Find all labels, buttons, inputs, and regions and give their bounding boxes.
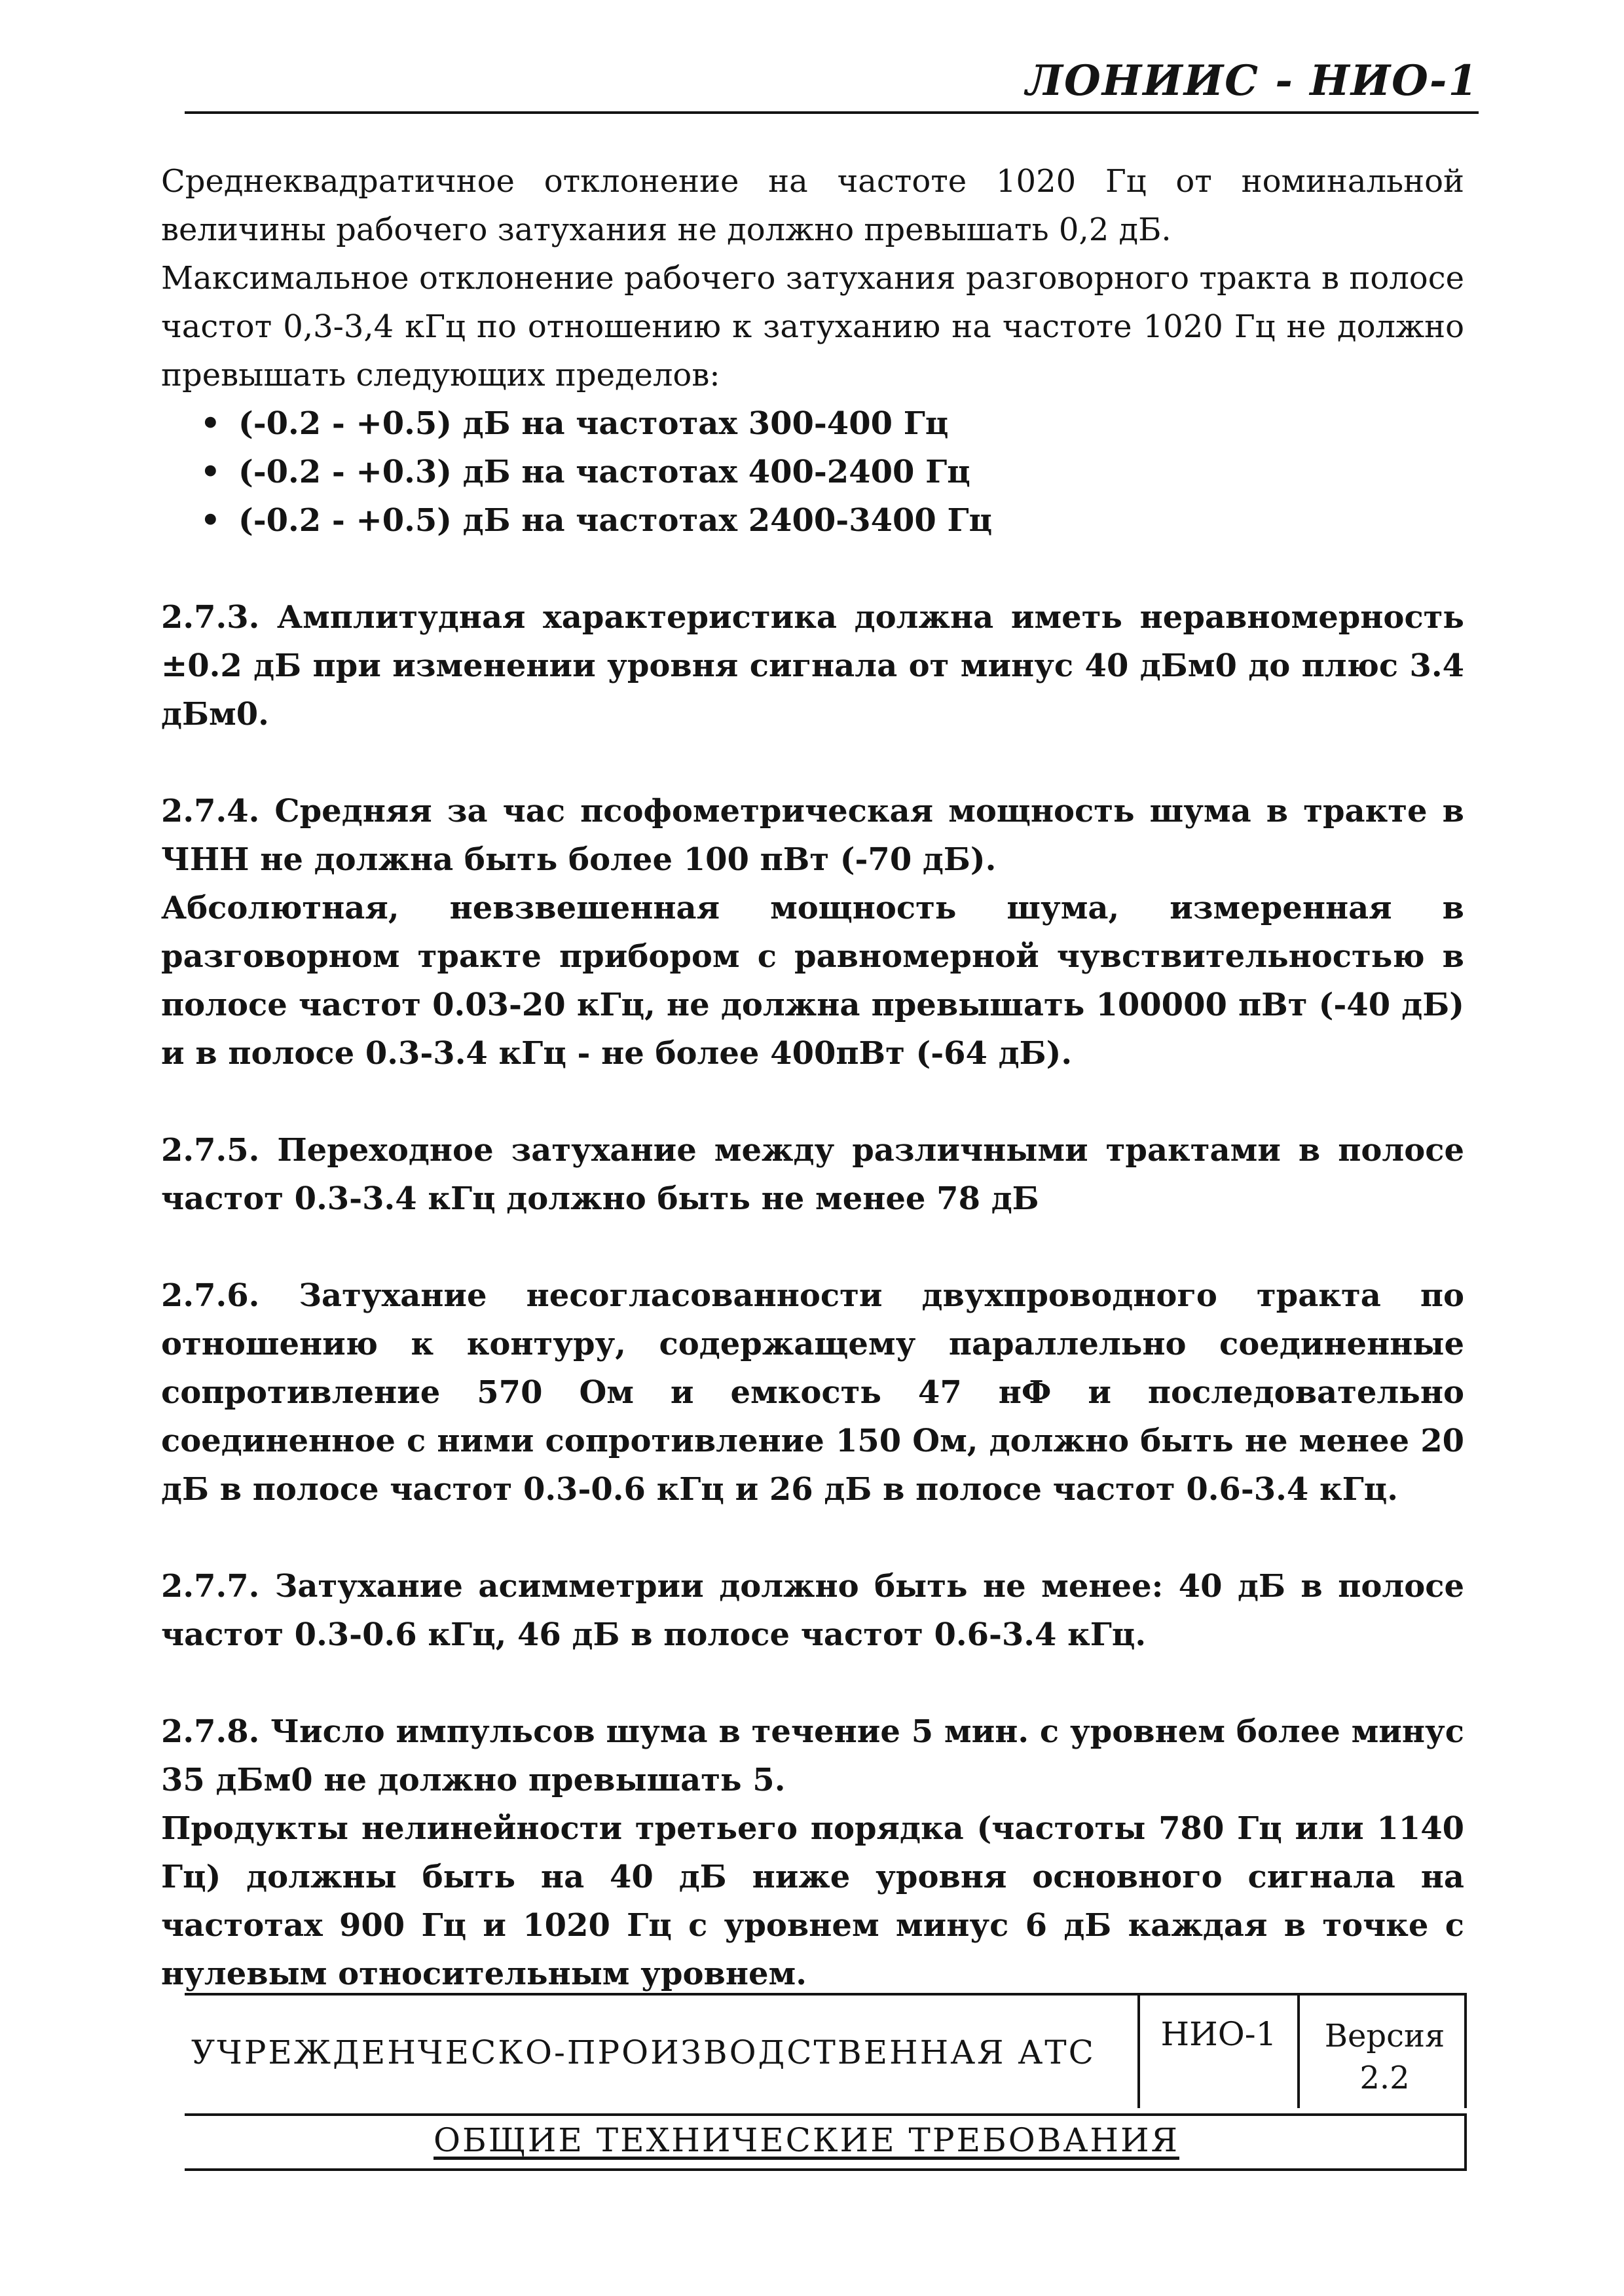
section-2-7-8-nonlinearity: Продукты нелинейности третьего порядка (частоты 780 Гц или 1140 Гц) должны быть на 40 дБ ниже уровня основного сигнала на частотах 900 Гц и 1020 Гц с уровнем минус 6 дБ каждая в точке с нулевым относительным уровнем.	[161, 1810, 1464, 1992]
title-block-bottom-rule	[185, 2168, 1467, 2171]
bullet-icon: •	[200, 405, 221, 442]
section-2-7-5: 2.7.5. Переходное затухание между различными трактами в полосе частот 0.3-3.4 кГц должно быть не менее 78 дБ	[161, 1132, 1464, 1217]
list-item	[200, 399, 1464, 448]
section-2-7-8: 2.7.8. Число импульсов шума в течение 5 мин. с уровнем более минус 35 дБм0 не должно превышать 5.	[161, 1713, 1464, 1798]
title-block-bottom-row	[185, 2116, 1467, 2168]
intro-paragraph-2: Максимальное отклонение рабочего затухания разговорного тракта в полосе частот 0,3-3,4 кГц по отношению к затуханию на частоте 1020 Гц не должно превышать следующих пределов:	[161, 260, 1464, 393]
intro-paragraph-1: Среднеквадратичное отклонение на частоте 1020 Гц от номинальной величины рабочего затухания не должно превышать 0,2 дБ.	[161, 163, 1464, 248]
list-item	[200, 448, 1464, 496]
title-block	[185, 1993, 1467, 2171]
list-item	[200, 496, 1464, 545]
section-2-7-6: 2.7.6. Затухание несогласованности двухпроводного тракта по отношению к контуру, содержащему параллельно соединенные сопротивление 570 Ом и емкость 47 нФ и последовательно соединенное с ними сопротивление 150 Ом, должно быть не менее 20 дБ в полосе частот 0.3-0.6 кГц и 26 дБ в полосе частот 0.6-3.4 кГц.	[161, 1277, 1464, 1508]
document-subtitle: ОБЩИЕ ТЕХНИЧЕСКИЕ ТРЕБОВАНИЯ	[434, 2121, 1179, 2159]
document-header-title: ЛОНИИС - НИО-1	[1025, 56, 1479, 105]
section-2-7-7: 2.7.7. Затухание асимметрии должно быть не менее: 40 дБ в полосе частот 0.3-0.6 кГц, 46 дБ в полосе частот 0.6-3.4 кГц.	[161, 1568, 1464, 1653]
department-cell: НИО-1	[1137, 1995, 1300, 2108]
limit-text: (-0.2 - +0.5) дБ на частотах 300-400 Гц	[238, 405, 949, 442]
attenuation-limits-list	[161, 399, 1464, 545]
version-label: Версия	[1324, 2018, 1445, 2054]
section-2-7-4-noise: Абсолютная, невзвешенная мощность шума, измеренная в разговорном тракте прибором с равномерной чувствительностью в полосе частот 0.03-20 кГц, не должна превышать 100000 пВт (-40 дБ) и в полосе 0.3-3.4 кГц - не более 400пВт (-64 дБ).	[161, 890, 1464, 1072]
bullet-icon: •	[200, 502, 221, 539]
header-rule	[185, 111, 1479, 114]
version-cell	[1302, 1995, 1467, 2108]
section-2-7-4: 2.7.4. Средняя за час псофометрическая мощность шума в тракте в ЧНН не должна быть более 100 пВт (-70 дБ).	[161, 793, 1464, 878]
organization-name: УЧРЕЖДЕНЧЕСКО-ПРОИЗВОДСТВЕННАЯ АТС	[191, 2033, 1096, 2071]
limit-text: (-0.2 - +0.5) дБ на частотах 2400-3400 Гц	[238, 502, 993, 539]
document-body	[161, 157, 1464, 1998]
bullet-icon: •	[200, 454, 221, 490]
section-2-7-3: 2.7.3. Амплитудная характеристика должна иметь неравномерность ±0.2 дБ при изменении уровня сигнала от минус 40 дБм0 до плюс 3.4 дБм0.	[161, 599, 1464, 733]
version-number: 2.2	[1359, 2060, 1410, 2096]
limit-text: (-0.2 - +0.3) дБ на частотах 400-2400 Гц	[238, 454, 970, 490]
title-block-top-row	[185, 1993, 1467, 2108]
